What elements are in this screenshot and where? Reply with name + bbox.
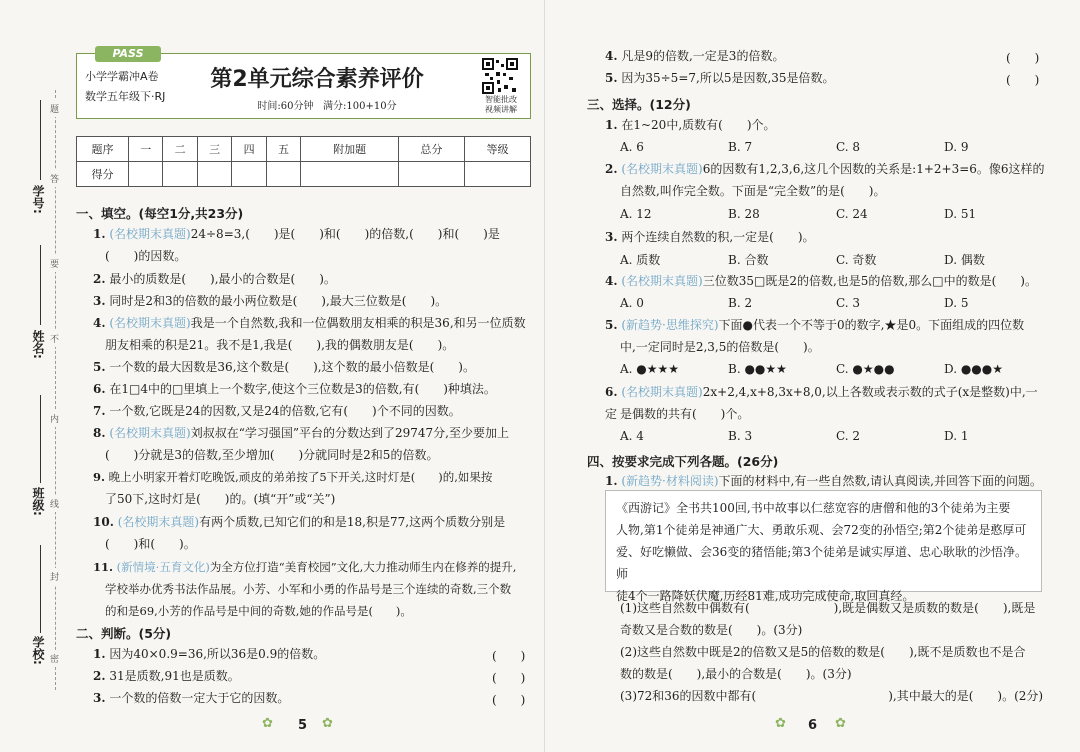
qr-caption-line: 智能批改 xyxy=(485,95,517,104)
sub-question-1: (1)这些自然数中偶数有( ),既是偶数又是质数的数是( ),既是 xyxy=(620,601,1036,615)
question-number: 1. xyxy=(605,118,618,132)
page-number: 6 xyxy=(808,718,818,733)
question-tag: (名校期末真题) xyxy=(621,274,703,288)
choice-question-1 xyxy=(605,114,776,136)
score-input-cell[interactable] xyxy=(398,162,464,187)
question-number: 1. xyxy=(605,474,618,488)
sub-question-2: (2)这些自然数中既是2的倍数又是5的倍数的数是( ),既不是质数也不是合 xyxy=(620,645,1026,659)
question-text: 最小的质数是( ),最小的合数是( )。 xyxy=(109,272,336,286)
score-table-header-row xyxy=(77,137,531,162)
name-line xyxy=(40,245,41,325)
question-text: 在1~20中,质数有( )个。 xyxy=(621,118,776,132)
question-text: 晚上小明家开着灯吃晚饭,顽皮的弟弟按了5下开关,这时灯是( )的,如果按 xyxy=(108,470,493,484)
choice-option[interactable]: A. 6 xyxy=(620,140,644,154)
question-text: 我是一个自然数,我和一位偶数朋友相乘的积是36,和另一位质数 xyxy=(190,316,526,330)
choice-question-5 xyxy=(605,314,1045,336)
question-1-4-cont: 朋友相乘的积是21。我不是1,我是( ),我的偶数朋友是( )。 xyxy=(105,338,455,352)
question-text: 24÷8=3,( )是( )和( )的倍数,( )和( )是 xyxy=(190,227,500,241)
score-input-cell[interactable] xyxy=(266,162,300,187)
tf-answer-paren[interactable]: ( ) xyxy=(1006,73,1040,87)
cut-char: 不 xyxy=(50,330,59,347)
question-text: 2x+2,4,x+8,3x+8,0,以上各数或表示数的式子(x是整数)中,一定 xyxy=(605,385,1038,421)
question-1-4 xyxy=(93,312,533,334)
question-tag: (名校期末真题) xyxy=(109,227,191,241)
choice-option[interactable]: D. 9 xyxy=(944,140,969,154)
question-1-7 xyxy=(93,400,461,422)
question-1-5 xyxy=(93,356,475,378)
score-input-cell[interactable] xyxy=(464,162,530,187)
choice-option[interactable]: B. 28 xyxy=(728,207,760,221)
reading-line: 爱、好吃懒做、会36变的猪悟能;第3个徒弟是诚实厚道、忠心耿耿的沙悟净。师 xyxy=(616,545,1027,581)
question-text: 三位数35□既是2的倍数,也是5的倍数,那么□中的数是( )。 xyxy=(702,274,1037,288)
leaf-icon: ✿ xyxy=(322,716,333,731)
choice-option[interactable]: B. 合数 xyxy=(728,253,769,267)
choice-option[interactable]: C. 24 xyxy=(836,207,868,221)
choice-option[interactable]: A. 质数 xyxy=(620,253,661,267)
question-1-11-cont: 的和是69,小芳的作品号是中间的奇数,她的作品号是( )。 xyxy=(105,604,412,618)
question-text: 下面●代表一个不等于0的数字,★是0。下面组成的四位数 xyxy=(718,318,1025,332)
question-number: 3. xyxy=(93,691,106,705)
tf-question-3 xyxy=(93,687,289,709)
leaf-icon: ✿ xyxy=(262,716,273,731)
question-number: 7. xyxy=(93,404,106,418)
time-score-info xyxy=(217,97,437,112)
question-number: 3. xyxy=(605,230,618,244)
cut-char: 密 xyxy=(50,650,59,667)
question-number: 2. xyxy=(605,162,618,176)
qr-caption xyxy=(477,95,525,115)
time-limit: 时间:60分钟 xyxy=(257,101,314,112)
class-label: 班级: xyxy=(31,487,45,516)
question-text: 因为40×0.9=36,所以36是0.9的倍数。 xyxy=(109,647,326,661)
series-name: 小学学霸冲A卷 xyxy=(85,70,159,83)
sub-question-2-cont: 数的数是( ),最小的合数是( )。(3分) xyxy=(620,667,852,681)
cut-char: 内 xyxy=(50,410,59,427)
question-text: 凡是9的倍数,一定是3的倍数。 xyxy=(621,49,785,63)
question-tag: (新情境·五育文化) xyxy=(116,560,210,574)
school-line xyxy=(40,545,41,633)
page-title: 第2单元综合素养评价 xyxy=(210,67,424,92)
choice-option[interactable]: A. 4 xyxy=(620,429,644,443)
question-number: 4. xyxy=(605,49,618,63)
question-text: 因为35÷5=7,所以5是因数,35是倍数。 xyxy=(621,71,835,85)
question-1-10 xyxy=(93,511,533,533)
question-1-8-cont: ( )分就是3的倍数,至少增加( )分就同时是2和5的倍数。 xyxy=(105,448,439,462)
question-text: 为全方位打造“美育校园”文化,大力推动师生内在修养的提升, xyxy=(209,560,517,574)
score-input-cell[interactable] xyxy=(197,162,231,187)
question-tag: (名校期末真题) xyxy=(109,316,191,330)
choice-option[interactable]: A. 0 xyxy=(620,296,644,310)
score-table-cell: 题序 xyxy=(77,137,129,162)
choice-question-3 xyxy=(605,226,815,248)
question-1-6 xyxy=(93,378,496,400)
choice-option[interactable]: D. ●●●★ xyxy=(944,362,1003,376)
score-input-cell[interactable] xyxy=(163,162,197,187)
reading-line: 徒4个一路降妖伏魔,历经81难,成功完成使命,取回真经。 xyxy=(616,589,915,603)
choice-option[interactable]: B. ●●★★ xyxy=(728,362,787,376)
question-1-9 xyxy=(93,466,538,488)
choice-option[interactable]: D. 偶数 xyxy=(944,253,985,267)
cut-char: 封 xyxy=(50,568,59,585)
question-tag: (名校期末真题) xyxy=(621,162,703,176)
page-fold xyxy=(544,0,545,752)
question-number: 3. xyxy=(93,294,106,308)
choice-option[interactable]: D. 1 xyxy=(944,429,969,443)
question-tag: (名校期末真题) xyxy=(621,385,703,399)
score-input-cell[interactable] xyxy=(301,162,399,187)
question-text: 两个连续自然数的积,一定是( )。 xyxy=(621,230,815,244)
tf-answer-paren[interactable]: ( ) xyxy=(1006,51,1040,65)
question-text: 下面的材料中,有一些自然数,请认真阅读,并回答下面的问题。 xyxy=(718,474,1042,488)
question-1-3 xyxy=(93,290,447,312)
choice-option[interactable]: C. 3 xyxy=(836,296,861,310)
class-line xyxy=(40,395,41,483)
tf-answer-paren[interactable]: ( ) xyxy=(492,671,526,685)
question-number: 10. xyxy=(93,515,114,529)
pass-logo: PASS xyxy=(95,46,161,62)
question-number: 2. xyxy=(93,272,106,286)
score-input-cell[interactable] xyxy=(232,162,266,187)
leaf-icon: ✿ xyxy=(835,716,846,731)
student-id-line xyxy=(40,100,41,180)
score-table-cell: 三 xyxy=(197,137,231,162)
binding-margin xyxy=(0,0,72,752)
score-table-cell: 总分 xyxy=(398,137,464,162)
choice-option[interactable]: C. 2 xyxy=(836,429,861,443)
choice-option[interactable]: B. 2 xyxy=(728,296,753,310)
question-1-8 xyxy=(93,422,533,444)
choice-option[interactable]: C. 奇数 xyxy=(836,253,877,267)
choice-option[interactable]: B. 7 xyxy=(728,140,753,154)
question-number: 4. xyxy=(605,274,618,288)
student-id-label: 学号: xyxy=(31,185,45,214)
tf-question-4 xyxy=(605,45,784,67)
question-text: 6的因数有1,2,3,6,这几个因数的关系是:1+2+3=6。像6这样的 xyxy=(702,162,1045,176)
question-tag: (新趋势·思维探究) xyxy=(621,318,719,332)
choice-question-2-cont: 自然数,叫作完全数。下面是“完全数”的是( )。 xyxy=(620,184,886,198)
question-1-1-cont: ( )的因数。 xyxy=(105,249,187,263)
score-table-cell: 得分 xyxy=(77,162,129,187)
section-true-false-title: 二、判断。(5分) xyxy=(76,626,172,641)
school-label: 学校: xyxy=(31,636,45,665)
question-text: 有两个质数,已知它们的和是18,积是77,这两个质数分别是 xyxy=(199,515,506,529)
score-input-cell[interactable] xyxy=(129,162,163,187)
question-tag: (名校期末真题) xyxy=(117,515,200,529)
section-tasks-title: 四、按要求完成下列各题。(26分) xyxy=(587,454,779,469)
tf-question-5 xyxy=(605,67,835,89)
score-table-cell: 四 xyxy=(232,137,266,162)
question-text: 刘叔叔在“学习强国”平台的分数达到了29747分,至少要加上 xyxy=(190,426,509,440)
question-number: 1. xyxy=(93,647,106,661)
question-1-2 xyxy=(93,268,336,290)
question-number: 5. xyxy=(605,71,618,85)
qr-code-icon[interactable] xyxy=(482,58,518,94)
tf-answer-paren[interactable]: ( ) xyxy=(492,693,526,707)
question-text: 同时是2和3的倍数的最小两位数是( ),最大三位数是( )。 xyxy=(109,294,448,308)
grade-label: 数学五年级下·RJ xyxy=(85,90,166,103)
question-number: 1. xyxy=(93,227,106,241)
choice-option[interactable]: B. 3 xyxy=(728,429,753,443)
leaf-icon: ✿ xyxy=(775,716,786,731)
question-number: 6. xyxy=(605,385,618,399)
question-text: 一个数,它既是24的因数,又是24的倍数,它有( )个不同的因数。 xyxy=(109,404,461,418)
score-table-score-row xyxy=(77,162,531,187)
question-number: 8. xyxy=(93,426,106,440)
score-table-cell: 五 xyxy=(266,137,300,162)
question-1-1 xyxy=(93,223,533,245)
question-text: 一个数的最大因数是36,这个数是( ),这个数的最小倍数是( )。 xyxy=(109,360,475,374)
score-table-cell: 二 xyxy=(163,137,197,162)
score-table-cell: 等级 xyxy=(464,137,530,162)
task-question-1 xyxy=(605,470,1045,492)
choice-option[interactable]: C. ●★●● xyxy=(836,362,895,376)
choice-option[interactable]: A. 12 xyxy=(620,207,652,221)
question-number: 4. xyxy=(93,316,106,330)
question-number: 9. xyxy=(93,470,106,484)
question-number: 5. xyxy=(93,360,106,374)
sub-question-3: (3)72和36的因数中都有( ),其中最大的是( )。(2分) xyxy=(620,689,1044,703)
score-table-cell: 一 xyxy=(129,137,163,162)
reading-line: 《西游记》全书共100回,书中故事以仁慈宽容的唐僧和他的3个徒弟为主要 xyxy=(616,501,1011,515)
score-table xyxy=(76,136,531,187)
qr-caption-line: 视频讲解 xyxy=(485,105,517,114)
page-number: 5 xyxy=(298,718,308,733)
question-1-11-cont: 学校举办优秀书法作品展。小芳、小军和小勇的作品号是三个连续的奇数,三个数 xyxy=(105,582,512,596)
question-number: 11. xyxy=(93,560,114,574)
question-tag: (名校期末真题) xyxy=(109,426,191,440)
cut-char: 题 xyxy=(50,100,59,117)
reading-material-box xyxy=(605,490,1042,603)
section-fill-blank-title: 一、填空。(每空1分,共23分) xyxy=(76,206,244,221)
question-1-10-cont: ( )和( )。 xyxy=(105,537,196,551)
choice-option[interactable]: C. 8 xyxy=(836,140,861,154)
question-number: 2. xyxy=(93,669,106,683)
sub-question-1-cont: 奇数又是合数的数是( )。(3分) xyxy=(620,623,803,637)
question-text: 31是质数,91也是质数。 xyxy=(109,669,240,683)
question-text: 在1□4中的□里填上一个数字,使这个三位数是3的倍数,有( )种填法。 xyxy=(109,382,496,396)
tf-question-2 xyxy=(93,665,240,687)
exam-header xyxy=(76,47,531,119)
choice-question-2 xyxy=(605,158,1045,180)
tf-answer-paren[interactable]: ( ) xyxy=(492,649,526,663)
choice-option[interactable]: D. 51 xyxy=(944,207,977,221)
choice-question-6-cont: 是偶数的共有( )个。 xyxy=(620,407,750,421)
choice-option[interactable]: D. 5 xyxy=(944,296,969,310)
cut-char: 线 xyxy=(50,495,59,512)
question-text: 一个数的倍数一定大于它的因数。 xyxy=(109,691,290,705)
name-label: 姓名: xyxy=(31,330,45,359)
question-1-11 xyxy=(93,556,533,578)
cut-char: 答 xyxy=(50,170,59,187)
question-1-9-cont: 了50下,这时灯是( )的。(填“开”或“关”) xyxy=(105,492,336,506)
cut-char: 要 xyxy=(50,255,59,272)
question-number: 6. xyxy=(93,382,106,396)
tf-question-1 xyxy=(93,643,325,665)
full-score: 满分:100+10分 xyxy=(323,101,397,112)
choice-question-4 xyxy=(605,270,1045,292)
question-tag: (新趋势·材料阅读) xyxy=(621,474,719,488)
choice-option[interactable]: A. ●★★★ xyxy=(620,362,680,376)
question-number: 5. xyxy=(605,318,618,332)
reading-line: 人物,第1个徒弟是神通广大、勇敢乐观、会72变的孙悟空;第2个徒弟是憨厚可 xyxy=(616,523,1027,537)
section-choice-title: 三、选择。(12分) xyxy=(587,97,691,112)
choice-question-5-cont: 中,一定同时是2,3,5的倍数是( )。 xyxy=(620,340,820,354)
score-table-cell: 附加题 xyxy=(301,137,399,162)
